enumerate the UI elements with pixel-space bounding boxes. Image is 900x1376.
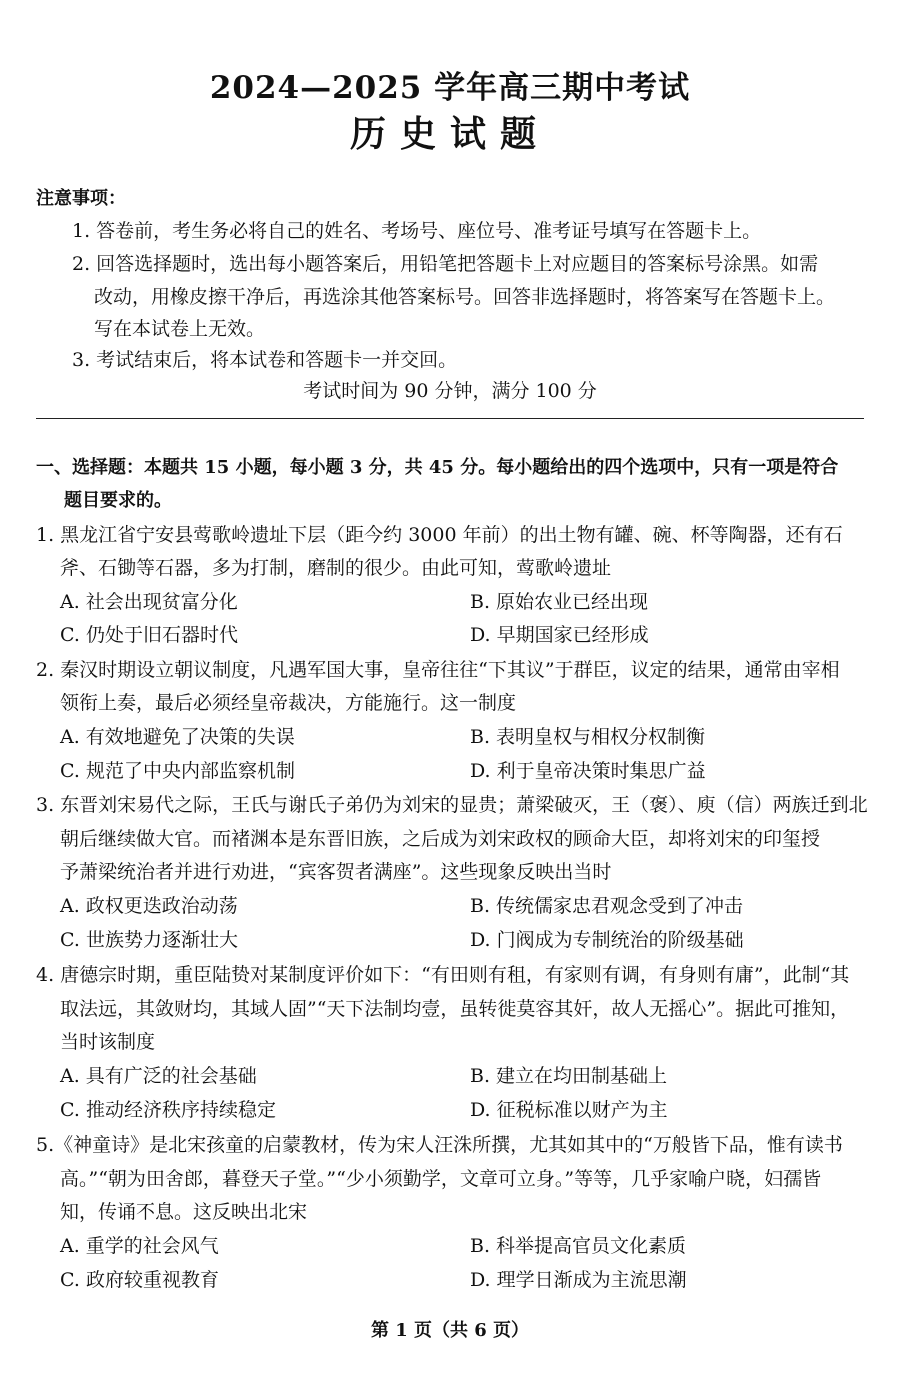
question-5-stem-end: 知，传诵不息。这反映出北宋 bbox=[60, 1201, 308, 1223]
question-4-option-c: C. 推动经济秩序持续稳定 bbox=[60, 1099, 276, 1121]
notice-line-2-cont: 改动，用橡皮擦干净后，再选涂其他答案标号。回答非选择题时，将答案写在答题卡上。 bbox=[94, 286, 836, 308]
question-4-option-a: A. 具有广泛的社会基础 bbox=[60, 1065, 257, 1087]
exam-title: 2024—2025 学年高三期中考试 bbox=[209, 70, 691, 106]
question-3-stem-end: 予萧梁统治者并进行劝进，“宾客贺者满座”。这些现象反映出当时 bbox=[60, 861, 612, 883]
notice-line-2-end: 写在本试卷上无效。 bbox=[94, 318, 266, 340]
question-3-option-c: C. 世族势力逐渐壮大 bbox=[60, 929, 238, 951]
notice-heading: 注意事项： bbox=[36, 188, 126, 209]
notice-line-3: 3. 考试结束后，将本试卷和答题卡一并交回。 bbox=[72, 349, 458, 371]
question-5-stem: 5.《神童诗》是北宋孩童的启蒙教材，传为宋人汪洙所撰，尤其如其中的“万般皆下品，惟有读书 bbox=[36, 1134, 843, 1156]
question-1-stem-cont: 斧、石锄等石器，多为打制，磨制的很少。由此可知，莺歌岭遗址 bbox=[60, 557, 612, 579]
question-1-option-d: D. 早期国家已经形成 bbox=[470, 624, 649, 646]
question-4-stem-end: 当时该制度 bbox=[60, 1031, 156, 1053]
question-2-option-b: B. 表明皇权与相权分权制衡 bbox=[470, 726, 706, 748]
question-2-stem-cont: 领衔上奏，最后必须经皇帝裁决，方能施行。这一制度 bbox=[60, 692, 517, 714]
question-4-stem-cont: 取法远，其敛财均，其域人固”“天下法制均壹，虽转徙莫容其奸，故人无摇心”。据此可推知， bbox=[60, 998, 850, 1020]
question-5-stem-cont: 高。”“朝为田舍郎，暮登天子堂。”“少小须勤学，文章可立身。”等等，几乎家喻户晓，妇孺皆 bbox=[60, 1168, 822, 1190]
question-1-option-a: A. 社会出现贫富分化 bbox=[60, 591, 238, 613]
question-3-option-d: D. 门阀成为专制统治的阶级基础 bbox=[470, 929, 744, 951]
question-5-option-d: D. 理学日渐成为主流思潮 bbox=[470, 1269, 687, 1291]
question-1-option-b: B. 原始农业已经出现 bbox=[470, 591, 649, 613]
question-2-option-a: A. 有效地避免了决策的失误 bbox=[60, 726, 295, 748]
question-2-option-c: C. 规范了中央内部监察机制 bbox=[60, 760, 295, 782]
question-3-option-a: A. 政权更迭政治动荡 bbox=[60, 895, 238, 917]
question-4-stem: 4. 唐德宗时期，重臣陆贽对某制度评价如下：“有田则有租，有家则有调，有身则有庸”，此制“其 bbox=[36, 964, 850, 986]
question-2-stem: 2. 秦汉时期设立朝议制度，凡遇军国大事，皇帝往往“下其议”于群臣，议定的结果，通常由宰相 bbox=[36, 659, 840, 681]
question-5-option-b: B. 科举提高官员文化素质 bbox=[470, 1235, 687, 1257]
question-5-option-c: C. 政府较重视教育 bbox=[60, 1269, 219, 1291]
notice-line-1: 1. 答卷前，考生务必将自己的姓名、考场号、座位号、准考证号填写在答题卡上。 bbox=[72, 220, 762, 242]
exam-time-info: 考试时间为 90 分钟，满分 100 分 bbox=[303, 380, 597, 402]
question-4-option-d: D. 征税标准以财产为主 bbox=[470, 1099, 668, 1121]
section-heading: 一、选择题：本题共 15 小题，每小题 3 分，共 45 分。每小题给出的四个选项中，只有一项是符合 bbox=[36, 457, 839, 478]
divider-line bbox=[36, 418, 864, 419]
question-2-option-d: D. 利于皇帝决策时集思广益 bbox=[470, 760, 706, 782]
question-1-option-c: C. 仍处于旧石器时代 bbox=[60, 624, 238, 646]
page-number: 第 1 页（共 6 页） bbox=[370, 1320, 530, 1341]
question-3-stem-cont: 朝后继续做大官。而褚渊本是东晋旧族，之后成为刘宋政权的顾命大臣，却将刘宋的印玺授 bbox=[60, 828, 821, 850]
question-3-stem: 3. 东晋刘宋易代之际，王氏与谢氏子弟仍为刘宋的显贵；萧梁破灭，王（褒）、庾（信）两族迁到北 bbox=[36, 794, 868, 816]
question-1-stem: 1. 黑龙江省宁安县莺歌岭遗址下层（距今约 3000 年前）的出土物有罐、碗、杯等陶器，还有石 bbox=[36, 524, 843, 546]
question-5-option-a: A. 重学的社会风气 bbox=[60, 1235, 219, 1257]
section-heading-cont: 题目要求的。 bbox=[64, 490, 172, 511]
notice-line-2: 2. 回答选择题时，选出每小题答案后，用铅笔把答题卡上对应题目的答案标号涂黑。如需 bbox=[72, 253, 819, 275]
question-3-option-b: B. 传统儒家忠君观念受到了冲击 bbox=[470, 895, 744, 917]
question-4-option-b: B. 建立在均田制基础上 bbox=[470, 1065, 668, 1087]
subject-title: 历史试题 bbox=[349, 113, 550, 155]
